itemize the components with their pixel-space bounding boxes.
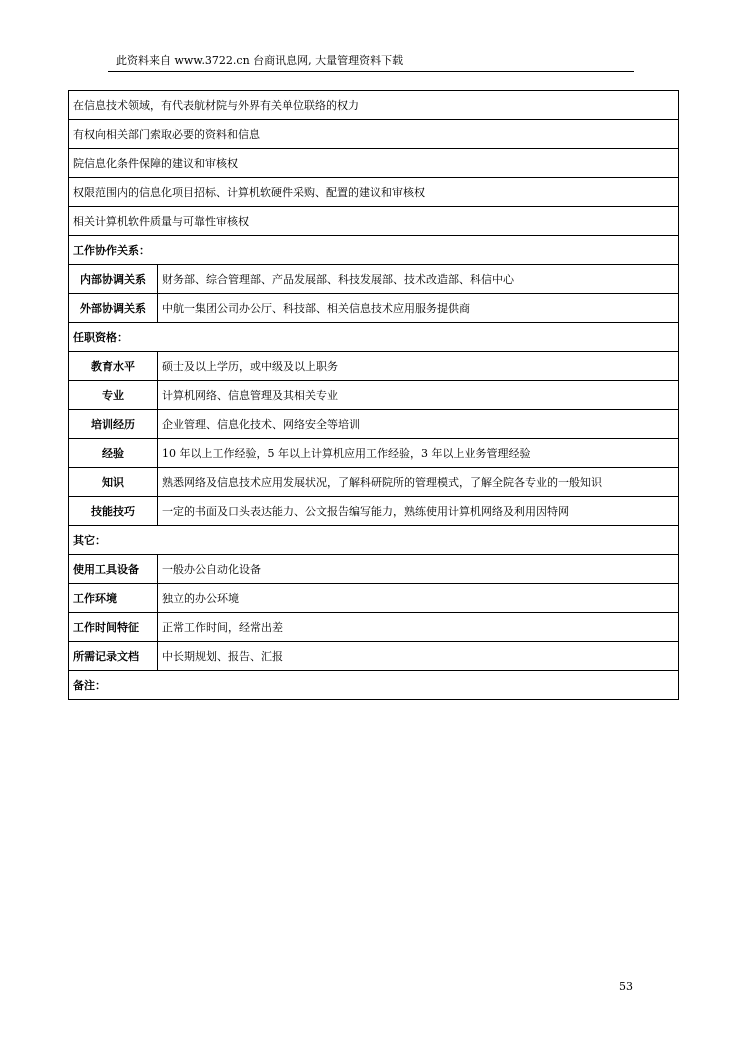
row-label: 培训经历 xyxy=(69,410,158,439)
table-row xyxy=(69,497,679,526)
table-row xyxy=(69,178,679,207)
row-value: 财务部、综合管理部、产品发展部、科技发展部、技术改造部、科信中心 xyxy=(158,265,679,294)
authority-item: 相关计算机软件质量与可靠性审核权 xyxy=(69,207,679,236)
table-row xyxy=(69,555,679,584)
table-row xyxy=(69,584,679,613)
section-row xyxy=(69,671,679,700)
section-row xyxy=(69,526,679,555)
row-label: 使用工具设备 xyxy=(69,555,158,584)
table-row xyxy=(69,294,679,323)
row-value: 硕士及以上学历，或中级及以上职务 xyxy=(158,352,679,381)
table-row xyxy=(69,91,679,120)
table-row xyxy=(69,352,679,381)
table-row xyxy=(69,120,679,149)
row-value: 计算机网络、信息管理及其相关专业 xyxy=(158,381,679,410)
table-row xyxy=(69,207,679,236)
section-title-other: 其它： xyxy=(69,526,679,555)
section-title-collaboration: 工作协作关系： xyxy=(69,236,679,265)
row-label: 知识 xyxy=(69,468,158,497)
row-value: 一般办公自动化设备 xyxy=(158,555,679,584)
job-description-table xyxy=(68,90,679,700)
row-value: 中长期规划、报告、汇报 xyxy=(158,642,679,671)
row-label: 外部协调关系 xyxy=(69,294,158,323)
row-label: 工作环境 xyxy=(69,584,158,613)
authority-item: 有权向相关部门索取必要的资料和信息 xyxy=(69,120,679,149)
section-row xyxy=(69,323,679,352)
authority-item: 权限范围内的信息化项目招标、计算机软硬件采购、配置的建议和审核权 xyxy=(69,178,679,207)
table-row xyxy=(69,149,679,178)
page-header: 此资料来自 www.3722.cn 台商讯息网, 大量管理资料下载 xyxy=(108,52,634,72)
row-label: 技能技巧 xyxy=(69,497,158,526)
row-label: 专业 xyxy=(69,381,158,410)
row-value: 企业管理、信息化技术、网络安全等培训 xyxy=(158,410,679,439)
row-label: 经验 xyxy=(69,439,158,468)
authority-item: 院信息化条件保障的建议和审核权 xyxy=(69,149,679,178)
row-label: 教育水平 xyxy=(69,352,158,381)
row-value: 10 年以上工作经验，5 年以上计算机应用工作经验，3 年以上业务管理经验 xyxy=(158,439,679,468)
section-title-remarks: 备注： xyxy=(69,671,679,700)
table-row xyxy=(69,439,679,468)
row-value: 独立的办公环境 xyxy=(158,584,679,613)
table-row xyxy=(69,642,679,671)
row-label: 工作时间特征 xyxy=(69,613,158,642)
table-row xyxy=(69,410,679,439)
authority-item: 在信息技术领域，有代表航材院与外界有关单位联络的权力 xyxy=(69,91,679,120)
row-value: 一定的书面及口头表达能力、公文报告编写能力，熟练使用计算机网络及利用因特网 xyxy=(158,497,679,526)
table-row xyxy=(69,468,679,497)
row-value: 正常工作时间，经常出差 xyxy=(158,613,679,642)
row-label: 内部协调关系 xyxy=(69,265,158,294)
table-row xyxy=(69,265,679,294)
page-number: 53 xyxy=(619,980,633,993)
section-title-qualifications: 任职资格： xyxy=(69,323,679,352)
table-row xyxy=(69,381,679,410)
row-value: 中航一集团公司办公厅、科技部、相关信息技术应用服务提供商 xyxy=(158,294,679,323)
row-value: 熟悉网络及信息技术应用发展状况，了解科研院所的管理模式，了解全院各专业的一般知识 xyxy=(158,468,679,497)
section-row xyxy=(69,236,679,265)
row-label: 所需记录文档 xyxy=(69,642,158,671)
table-row xyxy=(69,613,679,642)
